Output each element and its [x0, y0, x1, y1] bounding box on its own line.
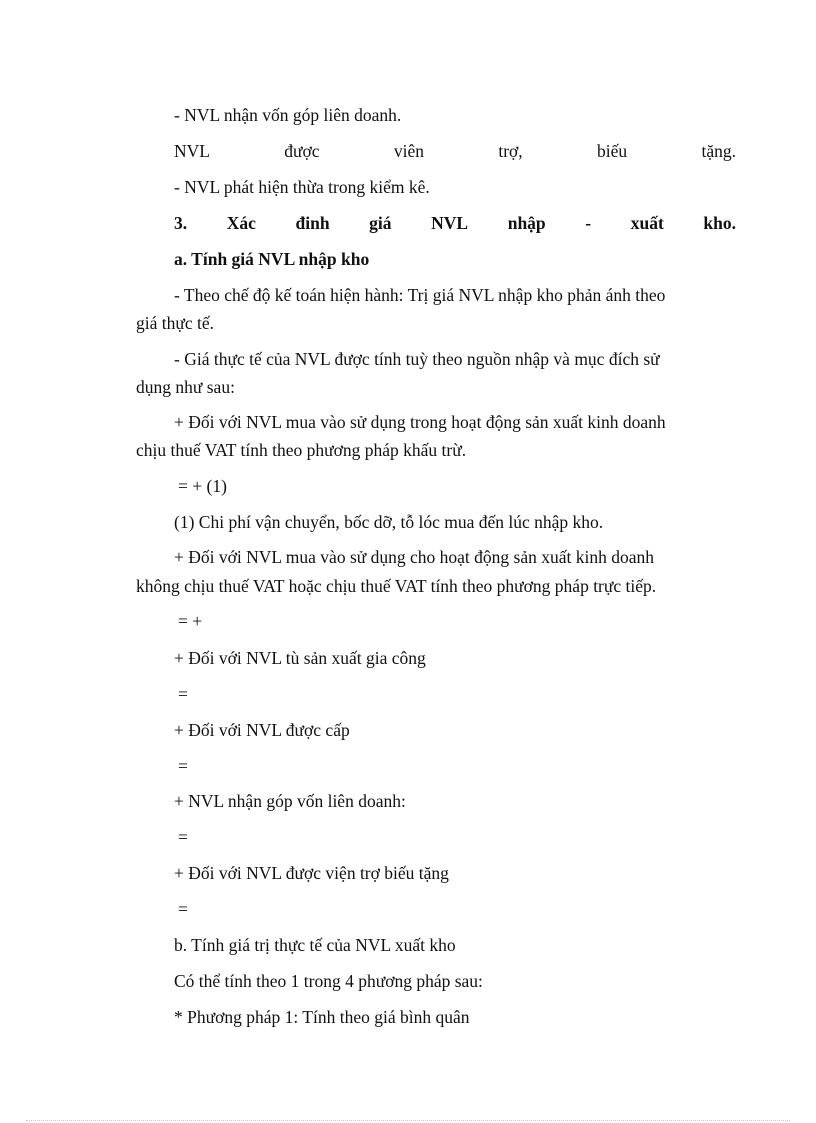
word: Xác — [226, 213, 256, 233]
paragraph-line: giá thực tế. — [136, 313, 214, 333]
paragraph-line: + Đối với NVL được cấp — [174, 720, 350, 740]
paragraph-line: chịu thuế VAT tính theo phương pháp khấu trừ. — [136, 440, 467, 460]
word: đinh — [295, 213, 330, 233]
bullet-nvl-von-gop: - NVL nhận vốn góp liên doanh. — [174, 105, 402, 125]
word: xuất — [630, 213, 664, 233]
justified-line-vien-tro — [174, 140, 736, 162]
paragraph-line: + NVL nhận góp vốn liên doanh: — [174, 791, 406, 811]
subheading-a: a. Tính giá NVL nhập kho — [174, 249, 370, 269]
paragraph-line: - Theo chế độ kế toán hiện hành: Trị giá NVL nhập kho phản ánh theo — [174, 285, 666, 305]
paragraph-line: không chịu thuế VAT hoặc chịu thuế VAT tính theo phương pháp trực tiếp. — [136, 576, 657, 596]
paragraph-line: + Đối với NVL tù sản xuất gia công — [174, 648, 426, 668]
word: giá — [369, 213, 392, 233]
paragraph-line: + Đối với NVL mua vào sử dụng trong hoạt động sản xuất kinh doanh — [174, 412, 666, 432]
word: kho. — [703, 213, 736, 233]
formula-line: = — [178, 827, 188, 847]
footnote-line: (1) Chi phí vận chuyển, bốc dỡ, tỗ lóc mua đến lúc nhập kho. — [174, 512, 604, 532]
word: 3. — [174, 213, 188, 233]
word: được — [284, 141, 320, 161]
formula-line: = — [178, 899, 188, 919]
formula-line: = — [178, 684, 188, 704]
paragraph-line: - Giá thực tế của NVL được tính tuỳ theo nguồn nhập và mục đích sử — [174, 349, 660, 369]
paragraph-line: dụng như sau: — [136, 377, 235, 397]
paragraph-line: + Đối với NVL được viện trợ biếu tặng — [174, 863, 449, 883]
word: - — [585, 213, 592, 233]
formula-line: = + (1) — [178, 476, 227, 496]
paragraph-line: * Phương pháp 1: Tính theo giá bình quân — [174, 1007, 470, 1027]
subheading-b: b. Tính giá trị thực tế của NVL xuất kho — [174, 935, 456, 955]
word: viên — [393, 141, 425, 161]
word: biếu — [597, 141, 628, 161]
word: trợ, — [498, 141, 523, 161]
section-heading-3 — [174, 212, 736, 234]
word: NVL — [431, 213, 469, 233]
word: nhập — [507, 213, 546, 233]
paragraph-line: Có thể tính theo 1 trong 4 phương pháp sau: — [174, 971, 483, 991]
page-bottom-divider — [26, 1120, 790, 1121]
bullet-nvl-thua-kiem-ke: - NVL phát hiện thừa trong kiểm kê. — [174, 177, 430, 197]
word: tặng. — [701, 141, 736, 161]
word: NVL — [174, 141, 210, 161]
formula-line: = + — [178, 611, 203, 631]
paragraph-line: + Đối với NVL mua vào sử dụng cho hoạt động sản xuất kinh doanh — [174, 547, 654, 567]
formula-line: = — [178, 756, 188, 776]
